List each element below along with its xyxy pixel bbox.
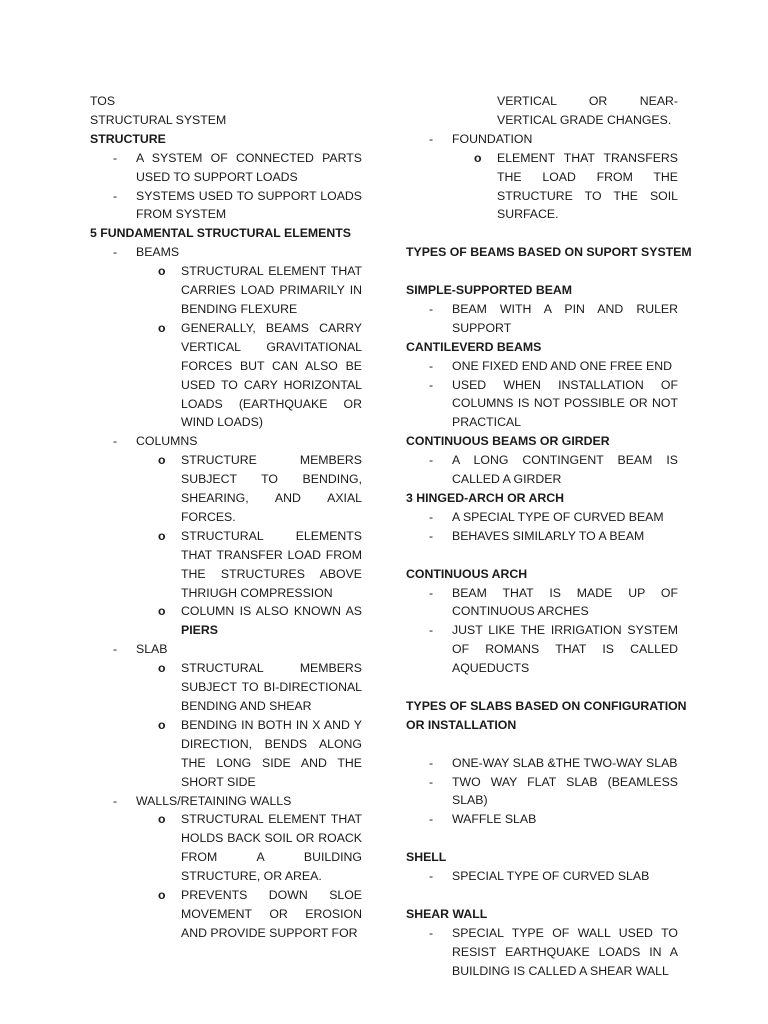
section-heading: SHELL	[406, 850, 447, 865]
bullet-item	[406, 508, 678, 527]
circle-bullet-icon: o	[474, 150, 482, 165]
dash-bullet-icon: -	[113, 793, 118, 808]
bullet-item	[406, 527, 678, 546]
dash-bullet-icon: -	[113, 642, 118, 657]
dash-bullet-icon: -	[429, 131, 434, 146]
bullet-text-content: BENDING IN BOTH IN X AND Y DIRECTION, BENDS ALONG THE LONG SIDE AND THE SHORT SIDE	[181, 717, 362, 789]
bullet-text-content: STRUCTURAL ELEMENT THAT CARRIES LOAD PRIMARILY IN BENDING FLEXURE	[181, 264, 362, 316]
bullet-text	[181, 810, 362, 886]
bullet-text	[181, 716, 362, 792]
bullet-text-content: STRUCTURAL MEMBERS SUBJECT TO BI-DIRECTIONAL BENDING AND SHEAR	[181, 661, 362, 713]
bullet-text-content: SLAB	[136, 642, 168, 657]
bullet-text	[452, 376, 678, 433]
bullet-text	[452, 357, 678, 376]
bullet-text-content: BEHAVES SIMILARLY TO A BEAM	[452, 528, 645, 543]
bullet-text	[452, 621, 678, 678]
bullet-text	[452, 810, 678, 829]
bullet-text-content: STRUCTURAL ELEMENT THAT HOLDS BACK SOIL OR ROACK FROM A BUILDING STRUCTURE, OR AREA.	[181, 812, 362, 884]
bullet-item	[90, 792, 362, 811]
blank-line	[406, 735, 678, 754]
section-heading: SHEAR WALL	[406, 906, 488, 921]
bullet-item	[90, 187, 362, 225]
bullet-text	[136, 243, 362, 262]
section-heading: CANTILEVERD BEAMS	[406, 339, 542, 354]
bullet-text	[136, 149, 362, 187]
circle-bullet-icon: o	[158, 604, 166, 619]
bullet-text-content: USED WHEN INSTALLATION OF COLUMNS IS NOT POSSIBLE OR NOT PRACTICAL	[452, 377, 678, 430]
dash-bullet-icon: -	[429, 774, 434, 789]
bullet-text-content: A SYSTEM OF CONNECTED PARTS USED TO SUPPORT LOADS	[136, 150, 362, 184]
bullet-item	[406, 810, 678, 829]
section-heading: SIMPLE-SUPPORTED BEAM	[406, 283, 573, 298]
bullet-text	[452, 300, 678, 338]
section-heading: TYPES OF BEAMS BASED ON SUPORT SYSTEM	[406, 245, 692, 260]
bullet-item	[90, 243, 362, 262]
bullet-text	[136, 432, 362, 451]
bullet-item	[406, 584, 678, 622]
bullet-text-content: SYSTEMS USED TO SUPPORT LOADS FROM SYSTEM	[136, 188, 362, 222]
dash-bullet-icon: -	[429, 301, 434, 316]
circle-bullet-icon: o	[158, 812, 166, 827]
dash-bullet-icon: -	[429, 377, 434, 392]
circle-bullet-icon: o	[158, 661, 166, 676]
blank-line	[406, 678, 678, 697]
bullet-text	[497, 149, 678, 225]
sub-bullet-item	[90, 886, 362, 943]
bullet-item	[406, 754, 678, 773]
bullet-text-content: GENERALLY, BEAMS CARRY VERTICAL GRAVITATIONAL FORCES BUT CAN ALSO BE USED TO CARY HORIZONTAL LOADS (EARTHQUAKE OR WIND LOADS)	[181, 320, 362, 430]
dash-bullet-icon: -	[429, 623, 434, 638]
bullet-text	[181, 602, 362, 640]
blank-line	[406, 546, 678, 565]
bullet-text-content: VERTICAL OR NEAR-VERTICAL GRADE CHANGES.	[497, 94, 678, 127]
dash-bullet-icon: -	[113, 188, 118, 203]
circle-bullet-icon: o	[158, 453, 166, 468]
section-heading: STRUCTURE	[90, 131, 166, 146]
bullet-item	[90, 432, 362, 451]
bullet-text	[181, 659, 362, 716]
bullet-text-content: STRUCTURE MEMBERS SUBJECT TO BENDING, SHEARING, AND AXIAL FORCES.	[181, 453, 362, 524]
right-column	[406, 92, 692, 980]
sub-bullet-item	[90, 262, 362, 319]
section-heading: CONTINUOUS BEAMS OR GIRDER	[406, 434, 610, 449]
bullet-text	[181, 451, 362, 527]
bullet-text	[452, 867, 678, 886]
bullet-text-content: ELEMENT THAT TRANSFERS THE LOAD FROM THE STRUCTURE TO THE SOIL SURFACE.	[497, 150, 678, 222]
bullet-item	[406, 376, 678, 433]
left-column	[90, 92, 362, 943]
bullet-text-content: COLUMNS	[136, 434, 198, 449]
sub-bullet-item	[90, 319, 362, 432]
dash-bullet-icon: -	[429, 453, 434, 468]
bullet-text-content: ONE FIXED END AND ONE FREE END	[452, 358, 673, 373]
bullet-text-content: BEAM THAT IS MADE UP OF CONTINUOUS ARCHES	[452, 585, 678, 619]
dash-bullet-icon: -	[429, 585, 434, 600]
bullet-item	[406, 300, 678, 338]
bullet-text	[452, 924, 678, 981]
circle-bullet-icon: o	[158, 717, 166, 732]
dash-bullet-icon: -	[429, 755, 434, 770]
bullet-text	[452, 130, 678, 149]
bullet-text	[181, 262, 362, 319]
bullet-text-content: BEAM WITH A PIN AND RULER SUPPORT	[452, 301, 678, 335]
circle-bullet-icon: o	[158, 528, 166, 543]
bullet-item	[406, 867, 678, 886]
bullet-item	[90, 640, 362, 659]
blank-line	[406, 224, 678, 243]
bullet-text	[452, 584, 678, 622]
bullet-item	[406, 924, 678, 981]
dash-bullet-icon: -	[429, 925, 434, 940]
bullet-item	[406, 357, 678, 376]
bullet-text	[181, 527, 362, 603]
circle-bullet-icon: o	[158, 320, 166, 335]
dash-bullet-icon: -	[113, 150, 118, 165]
bullet-text-content: COLUMN IS ALSO KNOWN AS	[181, 604, 362, 619]
sub-bullet-item	[90, 716, 362, 792]
blank-line	[406, 886, 678, 905]
dash-bullet-icon: -	[429, 358, 434, 373]
bullet-item	[406, 773, 678, 811]
sub-bullet-item	[90, 602, 362, 640]
bullet-text	[136, 792, 362, 811]
bullet-text-content: JUST LIKE THE IRRIGATION SYSTEM OF ROMANS THAT IS CALLED AQUEDUCTS	[452, 623, 678, 676]
bullet-text	[497, 92, 678, 130]
bullet-text-content: SPECIAL TYPE OF CURVED SLAB	[452, 869, 650, 884]
continued-text	[406, 92, 678, 130]
bullet-text	[452, 527, 678, 546]
section-heading: OR INSTALLATION	[406, 717, 517, 732]
circle-bullet-icon: o	[158, 264, 166, 279]
bullet-text-content: WALLS/RETAINING WALLS	[136, 793, 292, 808]
section-heading: 3 HINGED-ARCH OR ARCH	[406, 491, 565, 505]
bullet-text-content: WAFFLE SLAB	[452, 812, 537, 827]
sub-bullet-item	[90, 659, 362, 716]
bullet-item	[406, 451, 678, 489]
sub-bullet-item	[90, 451, 362, 527]
dash-bullet-icon: -	[113, 245, 118, 260]
section-heading: TYPES OF SLABS BASED ON CONFIGURATION	[406, 698, 687, 713]
bullet-text-content: A SPECIAL TYPE OF CURVED BEAM	[452, 509, 664, 524]
text-line: STRUCTURAL SYSTEM	[90, 112, 227, 127]
bullet-text-content: TWO WAY FLAT SLAB (BEAMLESS SLAB)	[452, 774, 678, 808]
section-heading: 5 FUNDAMENTAL STRUCTURAL ELEMENTS	[90, 226, 351, 241]
sub-bullet-item	[90, 527, 362, 603]
bullet-text-content: SPECIAL TYPE OF WALL USED TO RESIST EARTHQUAKE LOADS IN A BUILDING IS CALLED A SHEAR WALL	[452, 925, 678, 978]
bullet-text-content: ONE-WAY SLAB &THE TWO-WAY SLAB	[452, 755, 678, 770]
dash-bullet-icon: -	[429, 509, 434, 524]
bullet-text-content: A LONG CONTINGENT BEAM IS CALLED A GIRDER	[452, 453, 678, 487]
bullet-item	[406, 621, 678, 678]
dash-bullet-icon: -	[113, 434, 118, 449]
bullet-text	[181, 886, 362, 943]
blank-line	[406, 829, 678, 848]
sub-bullet-item	[90, 810, 362, 886]
bullet-item	[406, 130, 678, 149]
bullet-text-content: BEAMS	[136, 245, 180, 260]
circle-bullet-icon: o	[158, 888, 166, 903]
sub-bullet-item	[406, 149, 678, 225]
bullet-item	[90, 149, 362, 187]
bullet-text	[452, 773, 678, 811]
bullet-text-content: PREVENTS DOWN SLOE MOVEMENT OR EROSION AND PROVIDE SUPPORT FOR	[181, 888, 362, 940]
dash-bullet-icon: -	[429, 528, 434, 543]
bullet-text-content: STRUCTURAL ELEMENTS THAT TRANSFER LOAD FROM THE STRUCTURES ABOVE THRIUGH COMPRESSION	[181, 528, 362, 600]
bullet-text	[452, 508, 678, 527]
bullet-text	[181, 319, 362, 432]
blank-line	[406, 262, 678, 281]
bullet-text	[452, 754, 678, 773]
dash-bullet-icon: -	[429, 869, 434, 884]
dash-bullet-icon: -	[429, 812, 434, 827]
bullet-text	[452, 451, 678, 489]
bullet-text	[136, 187, 362, 225]
bullet-text	[136, 640, 362, 659]
bold-term: PIERS	[181, 623, 218, 638]
text-line: TOS	[90, 94, 116, 108]
bullet-text-content: FOUNDATION	[452, 131, 533, 146]
section-heading: CONTINUOUS ARCH	[406, 566, 528, 581]
